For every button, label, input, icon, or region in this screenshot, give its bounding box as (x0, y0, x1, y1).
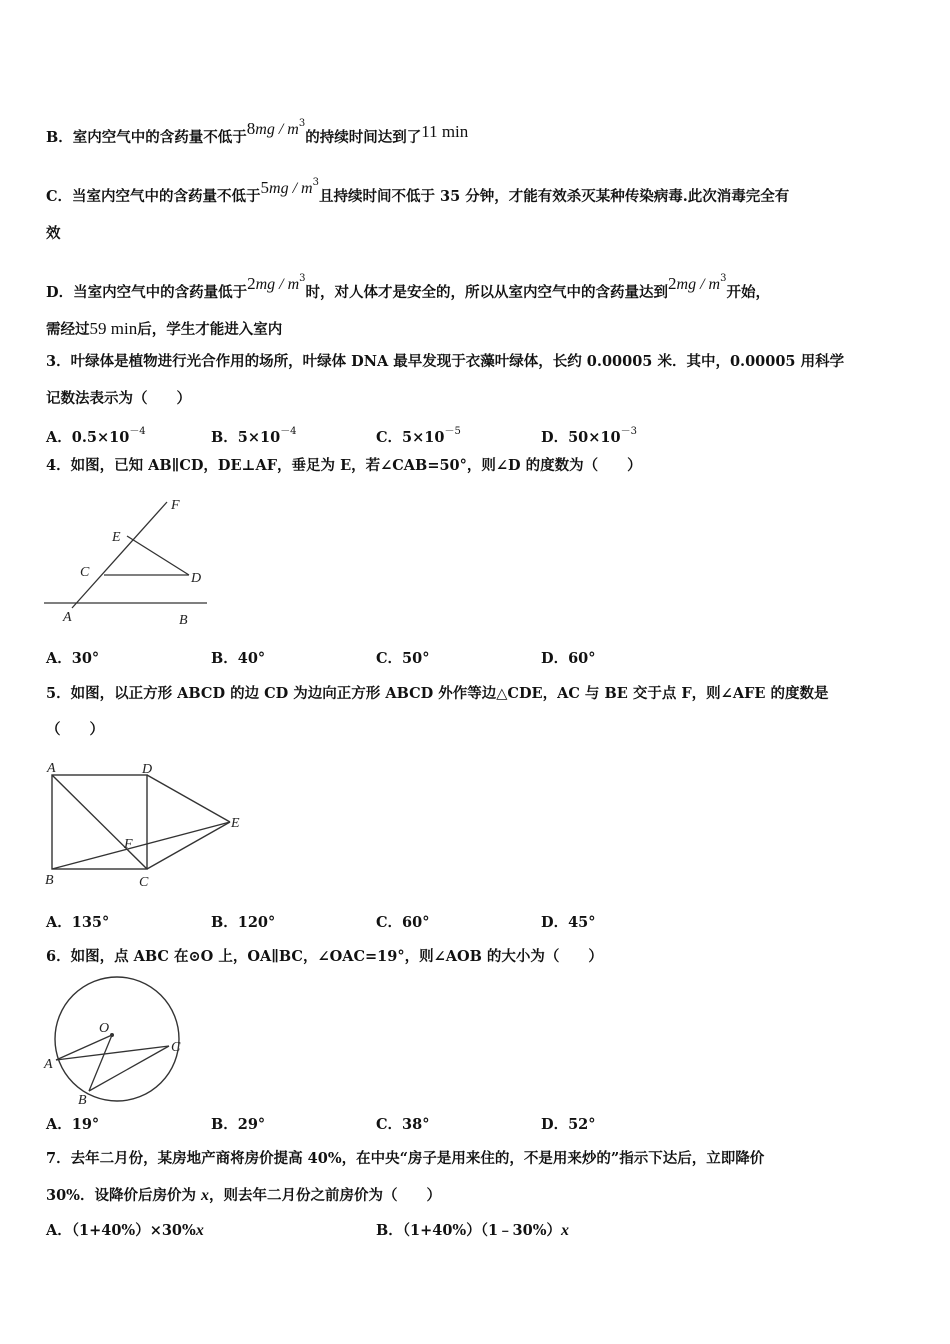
q2-d-exp2: 3 (720, 273, 727, 284)
q4-option-b: B．40° (211, 650, 266, 667)
q5-option-d: D．45° (541, 914, 596, 931)
q3-c-base: C．5×10 (376, 429, 445, 446)
q2-c-val: 5 (260, 178, 270, 197)
q2-b-exp: 3 (298, 118, 306, 129)
q6-option-a: A．19° (46, 1116, 100, 1133)
q5-label-a: A (47, 761, 56, 776)
q4-label-b: B (179, 613, 188, 628)
q4-line-af (72, 502, 167, 608)
q7-var: x (201, 1187, 210, 1204)
q2-c-exp: 3 (312, 177, 319, 188)
q2-d-unit2: mg / m (676, 276, 721, 293)
q3-b-exp: －4 (280, 426, 297, 437)
q3-a-base: A．0.5×10 (46, 429, 130, 446)
q6-line-bc (89, 1046, 169, 1091)
q2-d-unit: mg / m (255, 276, 300, 293)
q4-label-c: C (80, 565, 90, 580)
q3-stem-line2: 记数法表示为（ ） (46, 390, 191, 407)
q2-d-mid: 时，对人体才是安全的，所以从室内空气中的含药量达到 (305, 284, 669, 301)
q6-option-d: D．52° (541, 1116, 596, 1133)
q3-option-d (541, 422, 637, 448)
q6-stem: 6．如图，点 ABC 在⊙O 上，OA∥BC，∠OAC=19°，则∠AOB 的大小为（ ） (46, 948, 603, 965)
q3-a-exp: －4 (129, 426, 146, 437)
q6-label-c: C (171, 1040, 181, 1055)
q2-b-suffix: 的持续时间达到了 (305, 129, 422, 146)
q5-line-ac (52, 775, 147, 869)
q4-label-a: A (63, 610, 72, 625)
q2-d-time: 59 min (89, 319, 138, 338)
q7-option-b (376, 1221, 569, 1241)
q5-option-b: B．120° (211, 914, 276, 931)
q5-label-b: B (45, 873, 54, 888)
q2-d-prefix: D．当室内空气中的含药量低于 (46, 284, 248, 301)
q4-option-c: C．50° (376, 650, 430, 667)
q7-line2-post: ，则去年二月份之前房价为（ ） (209, 1187, 442, 1204)
q2-option-d (46, 269, 770, 303)
q4-label-d: D (191, 571, 202, 586)
q7-b-var: x (561, 1222, 569, 1239)
q6-label-b: B (78, 1093, 87, 1107)
q6-label-o: O (99, 1021, 110, 1036)
q2-d-cont-pre: 需经过 (46, 321, 90, 338)
q4-figure (44, 492, 209, 630)
q7-b-text: B．（1+40%）（1﹣30%） (376, 1222, 561, 1239)
q5-option-a: A．135° (46, 914, 110, 931)
q7-line2-pre: 30%．设降价后房价为 (46, 1187, 202, 1204)
q3-option-a (46, 422, 146, 448)
q2-d-continuation (46, 319, 282, 340)
q4-label-e: E (112, 530, 121, 545)
q4-line-de (127, 536, 189, 575)
q5-stem-line2: （ ） (46, 721, 104, 738)
q2-d-val2: 2 (668, 274, 677, 293)
q3-option-c (376, 422, 461, 448)
q2-c-prefix: C．当室内空气中的含药量不低于 (46, 188, 261, 205)
q3-option-b (211, 422, 297, 448)
q6-option-c: C．38° (376, 1116, 430, 1133)
q5-stem-line1: 5．如图，以正方形 ABCD 的边 CD 为边向正方形 ABCD 外作等边△CDE，AC 与 BE 交于点 F，则∠AFE 的度数是 (46, 685, 829, 702)
q7-a-var: x (195, 1222, 204, 1239)
q2-d-exp: 3 (299, 273, 306, 284)
q6-circle (55, 977, 179, 1101)
q7-stem-line1: 7．去年二月份，某房地产商将房价提高 40%，在中央“房子是用来住的，不是用来炒的”指示下达后，立即降价 (46, 1150, 765, 1167)
q6-option-b: B．29° (211, 1116, 266, 1133)
q5-label-c: C (139, 875, 149, 890)
q2-option-b (46, 114, 468, 148)
q2-d-suffix: 开始， (726, 284, 770, 301)
q4-stem: 4．如图，已知 AB∥CD，DE⊥AF，垂足为 E，若∠CAB=50°，则∠D 的度数为（ ） (46, 457, 642, 474)
q5-label-e: E (231, 816, 240, 831)
q2-c-suffix: 且持续时间不低于 35 分钟，才能有效杀灭某种传染病毒.此次消毒完全有 (318, 188, 790, 205)
q3-c-exp: －5 (444, 426, 461, 437)
q5-line-ce (147, 822, 230, 869)
q2-b-prefix: B．室内空气中的含药量不低于 (46, 129, 247, 146)
q4-option-d: D．60° (541, 650, 596, 667)
q5-label-d: D (142, 762, 153, 777)
q2-b-time: 11 min (421, 122, 469, 141)
q3-b-base: B．5×10 (211, 429, 281, 446)
q7-a-text: A．（1+40%）×30% (46, 1222, 196, 1239)
q2-option-c (46, 173, 789, 207)
q6-label-a: A (44, 1057, 53, 1072)
q5-line-de (147, 775, 230, 822)
q5-line-be (52, 822, 230, 869)
q7-stem-line2 (46, 1186, 441, 1206)
q5-figure (44, 758, 249, 893)
q2-d-cont-post: 后，学生才能进入室内 (137, 321, 283, 338)
q4-option-a: A．30° (46, 650, 100, 667)
q5-option-c: C．60° (376, 914, 430, 931)
q7-option-a (46, 1221, 204, 1241)
q6-figure (42, 975, 187, 1107)
q2-c-continuation: 效 (46, 225, 61, 242)
q2-b-val: 8 (246, 119, 256, 138)
q2-c-unit: mg / m (269, 180, 313, 197)
q3-d-base: D．50×10 (541, 429, 621, 446)
q3-d-exp: －3 (620, 426, 637, 437)
q2-d-val: 2 (247, 274, 256, 293)
q2-b-unit: mg / m (255, 121, 299, 138)
q4-label-f: F (171, 498, 180, 513)
q5-label-f: F (124, 837, 133, 852)
q3-stem-line1: 3．叶绿体是植物进行光合作用的场所，叶绿体 DNA 最早发现于衣藻叶绿体，长约 0.00005 米．其中，0.00005 用科学 (46, 353, 845, 370)
